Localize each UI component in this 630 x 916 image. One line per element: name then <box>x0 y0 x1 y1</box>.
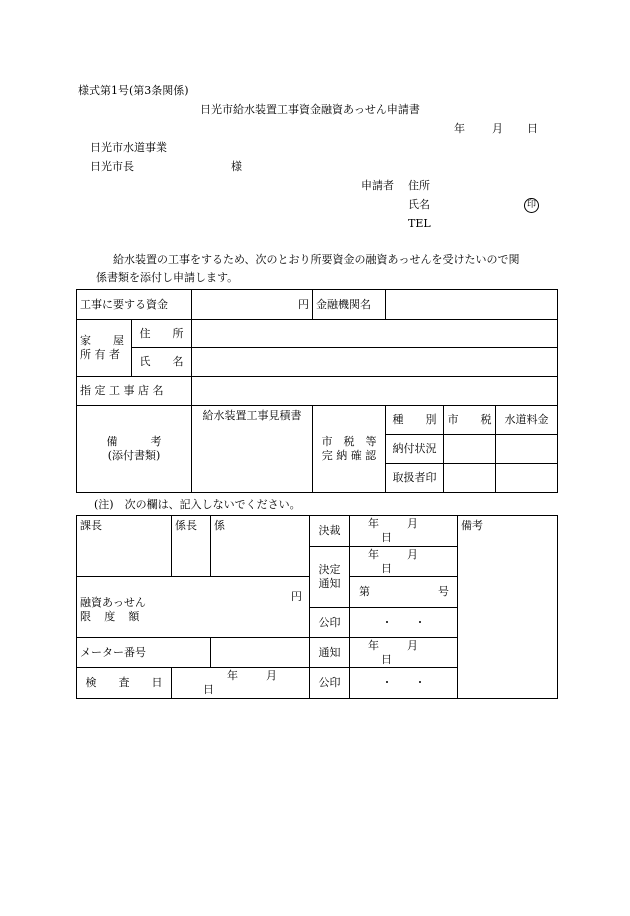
body-text-line1: 給水装置の工事をするため、次のとおり所要資金の融資あっせんを受けたいので関 <box>113 253 520 266</box>
tax-confirm-label: 市 税 等 完 納 確 認 <box>313 406 386 493</box>
form-number: 様式第1号(第3条関係) <box>78 84 189 97</box>
date-year: 年 <box>454 122 465 135</box>
cost-yen-unit: 円 <box>192 290 313 320</box>
contractor-field[interactable] <box>192 377 558 406</box>
approval-label: 決裁 <box>310 516 350 547</box>
office-use-table <box>76 515 558 699</box>
page-title: 日光市給水装置工事資金融資あっせん申請書 <box>200 103 420 116</box>
notice-label: 通知 <box>310 638 350 668</box>
kind-label: 種 別 <box>386 406 444 435</box>
bank-label: 金融機関名 <box>313 290 386 320</box>
applicant-tel-label: TEL <box>408 217 431 230</box>
payment-status-label: 納付状況 <box>386 435 444 464</box>
owner-label: 家 屋 所 有 者 <box>77 320 132 377</box>
staff-stamp: 係 <box>211 516 310 577</box>
applicant-label: 申請者 <box>361 179 394 192</box>
bank-field[interactable] <box>386 290 558 320</box>
cost-label: 工事に要する資金 <box>77 290 192 320</box>
handler-seal-label: 取扱者印 <box>386 464 444 493</box>
application-table <box>76 289 558 493</box>
owner-address-label: 住 所 <box>132 320 192 348</box>
payment-status-water-fee[interactable] <box>496 435 558 464</box>
seal-icon: 印 <box>524 197 539 213</box>
addressee-name: 日光市長 <box>90 160 134 173</box>
addressee-honorific: 様 <box>231 160 242 173</box>
inspection-date[interactable]: 年 月日 <box>172 668 310 699</box>
approval-date: 年 月日 <box>350 516 458 547</box>
decision-notice-label: 決定 通知 <box>310 547 350 608</box>
body-text-line2: 係書類を添付し申請します。 <box>96 271 239 284</box>
official-seal-label-1: 公印 <box>310 608 350 638</box>
meter-number-label: メーター番号 <box>77 638 211 668</box>
remarks-label: 備 考 (添付書類) <box>77 406 192 493</box>
meter-number-field[interactable] <box>211 638 310 668</box>
decision-date: 年 月日 <box>350 547 458 577</box>
sub-chief-stamp: 係長 <box>172 516 211 577</box>
payment-status-city-tax[interactable] <box>444 435 496 464</box>
section-chief-stamp: 課長 <box>77 516 172 577</box>
handler-seal-water-fee[interactable] <box>496 464 558 493</box>
contractor-label: 指 定 工 事 店 名 <box>77 377 192 406</box>
owner-address-field[interactable] <box>192 320 558 348</box>
remarks-box: 備考 <box>458 516 558 699</box>
inspection-date-label: 検 査 日 <box>77 668 172 699</box>
decision-number: 第 号 <box>350 577 458 608</box>
applicant-name-label: 氏名 <box>408 198 430 211</box>
official-seal-date-2: ・ ・ <box>350 668 458 699</box>
official-seal-date-1: ・ ・ <box>350 608 458 638</box>
official-seal-label-2: 公印 <box>310 668 350 699</box>
handler-seal-city-tax[interactable] <box>444 464 496 493</box>
date-month: 月 <box>492 122 503 135</box>
city-tax-label: 市 税 <box>444 406 496 435</box>
notice-date: 年 月日 <box>350 638 458 668</box>
water-fee-label: 水道料金 <box>496 406 558 435</box>
applicant-address-label: 住所 <box>408 179 430 192</box>
owner-name-field[interactable] <box>192 348 558 377</box>
note-text: (注) 次の欄は、記入しないでください。 <box>94 498 301 511</box>
owner-name-label: 氏 名 <box>132 348 192 377</box>
addressee-org: 日光市水道事業 <box>90 141 167 154</box>
date-day: 日 <box>527 122 538 135</box>
loan-limit-label: 融資あっせん 限 度 額 円 <box>77 577 310 638</box>
estimate-label: 給水装置工事見積書 <box>192 406 313 493</box>
